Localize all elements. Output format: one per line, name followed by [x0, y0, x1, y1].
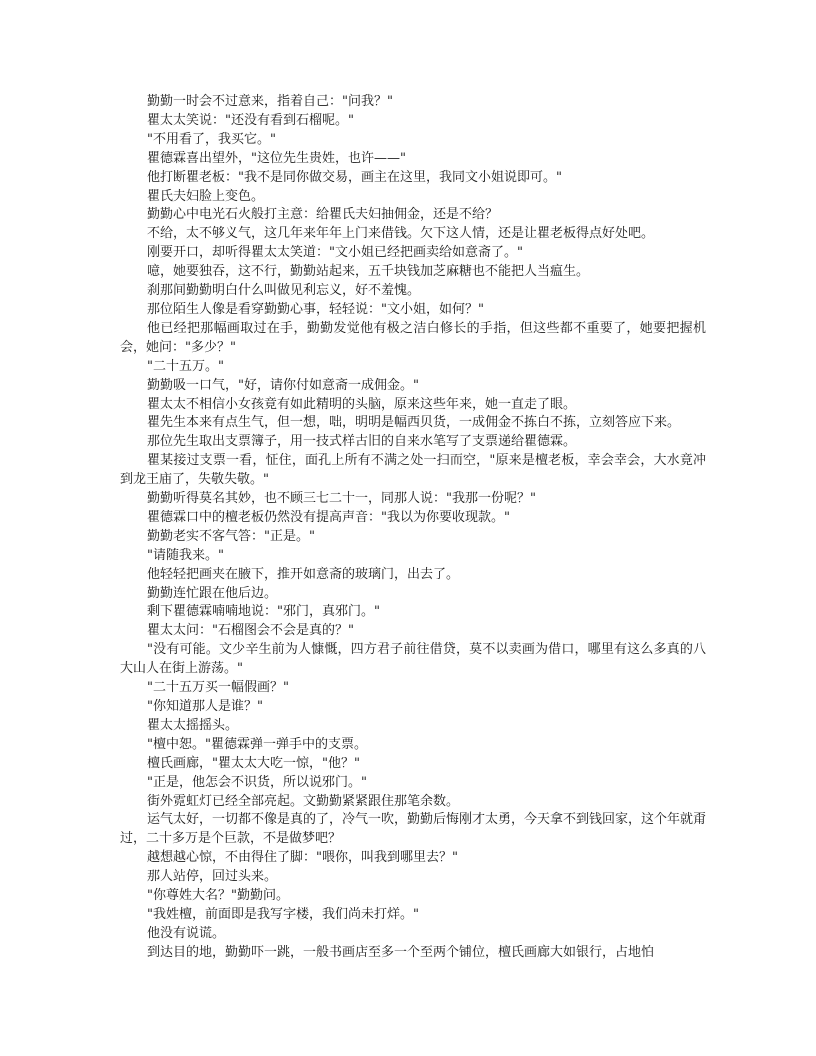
paragraph: 瞿太太问："石榴图会不会是真的？"	[147, 623, 354, 639]
paragraph: "二十五万。"	[147, 358, 224, 374]
paragraph: 瞿太太笑说："还没有看到石榴呢。"	[147, 112, 354, 128]
paragraph: 不给，太不够义气，这几年来年年上门来借钱。欠下这人情，还是让瞿老板得点好处吧。	[147, 226, 655, 242]
paragraph: 刹那间勤勤明白什么叫做见利忘义，好不羞愧。	[147, 283, 421, 299]
paragraph: 勤勤心中电光石火般打主意：给瞿氏夫妇抽佣金，还是不给？	[147, 207, 499, 223]
paragraph: 勤勤连忙跟在他后边。	[147, 585, 278, 601]
paragraph: 运气太好，一切都不像是真的了，冷气一吹，勤勤后悔刚才太勇，今天拿不到钱回家，这个年就甭过，二十多万是个巨款，不是做梦吧？	[120, 812, 707, 847]
paragraph: 越想越心惊，不由得住了脚："喂你，叫我到哪里去？"	[147, 850, 458, 866]
paragraph: 那位先生取出支票簿子，用一技式样古旧的自来水笔写了支票递给瞿德霖。	[147, 434, 577, 450]
paragraph: 勤勤听得莫名其妙，也不顾三七二十一，同那人说："我那一份呢？"	[147, 491, 536, 507]
paragraph: 他轻轻把画夹在腋下，推开如意斋的玻璃门，出去了。	[147, 566, 460, 582]
paragraph: 瞿太太摇摇头。	[147, 717, 239, 733]
paragraph: 瞿某接过支票一看，怔住，面孔上所有不满之处一扫而空，"原来是檀老板，幸会幸会，大水竟冲到龙王庙了，失敬失敬。"	[120, 453, 706, 488]
paragraph: 噫，她要独吞，这不行，勤勤站起来，五千块钱加芝麻糖也不能把人当瘟生。	[147, 264, 590, 280]
paragraph: 勤勤一时会不过意来，指着自己："问我？"	[147, 94, 393, 109]
paragraph: "正是，他怎会不识货，所以说邪门。"	[147, 774, 367, 790]
paragraph: 瞿德霖口中的檀老板仍然没有提高声音："我以为你要收现款。"	[147, 509, 510, 525]
paragraph: 剩下瞿德霖喃喃地说："邪门，真邪门。"	[147, 604, 380, 620]
paragraph: 街外霓虹灯已经全部亮起。文勤勤紧紧跟住那笔余数。	[147, 793, 460, 809]
paragraph: "你尊姓大名？"勤勤问。	[147, 888, 289, 904]
paragraph: 瞿氏夫妇脸上变色。	[147, 188, 265, 204]
paragraph: "我姓檀，前面即是我写字楼，我们尚未打烊。"	[147, 906, 419, 922]
paragraph: 刚要开口，却听得瞿太太笑道："文小姐已经把画卖给如意斋了。"	[147, 245, 523, 261]
paragraph: 他没有说谎。	[147, 925, 226, 941]
paragraph: 到达目的地，勤勤吓一跳，一般书画店至多一个至两个铺位，檀氏画廊大如银行，占地怕	[147, 944, 655, 960]
paragraph: 瞿太太不相信小女孩竟有如此精明的头脑，原来这些年来，她一直走了眼。	[147, 396, 577, 412]
paragraph: 瞿先生本来有点生气，但一想，咄，明明是幅西贝货，一成佣金不拣白不拣，立刻答应下来。	[147, 415, 681, 431]
paragraph: 他打断瞿老板："我不是同你做交易，画主在这里，我同文小姐说即可。"	[147, 169, 562, 185]
paragraph: "没有可能。文少辛生前为人慷慨，四方君子前往借贷，莫不以卖画为借口，哪里有这么多真的八大山人在街上游荡。"	[120, 642, 706, 677]
paragraph: 那人站停，回过头来。	[147, 869, 278, 885]
paragraph: 勤勤吸一口气，"好，请你付如意斋一成佣金。"	[147, 377, 419, 393]
paragraph: "你知道那人是谁？"	[147, 699, 263, 714]
paragraph: "二十五万买一幅假画？"	[147, 680, 289, 696]
paragraph: 瞿德霖喜出望外，"这位先生贵姓，也许——"	[147, 150, 406, 166]
paragraph: "不用看了，我买它。"	[147, 131, 276, 147]
paragraph: "檀中恕。"瞿德霖弹一弹手中的支票。	[147, 736, 367, 752]
paragraph: "请随我来。"	[147, 547, 224, 563]
paragraph: 檀氏画廊，"瞿太太大吃一惊，"他？"	[147, 755, 360, 771]
paragraph: 勤勤老实不客气答："正是。"	[147, 528, 315, 544]
paragraph: 那位陌生人像是看穿勤勤心事，轻轻说："文小姐，如何？"	[147, 301, 484, 317]
paragraph: 他已经把那幅画取过在手，勤勤发觉他有极之洁白修长的手指，但这些都不重要了，她要把握机会，她问："多少？"	[120, 320, 706, 355]
